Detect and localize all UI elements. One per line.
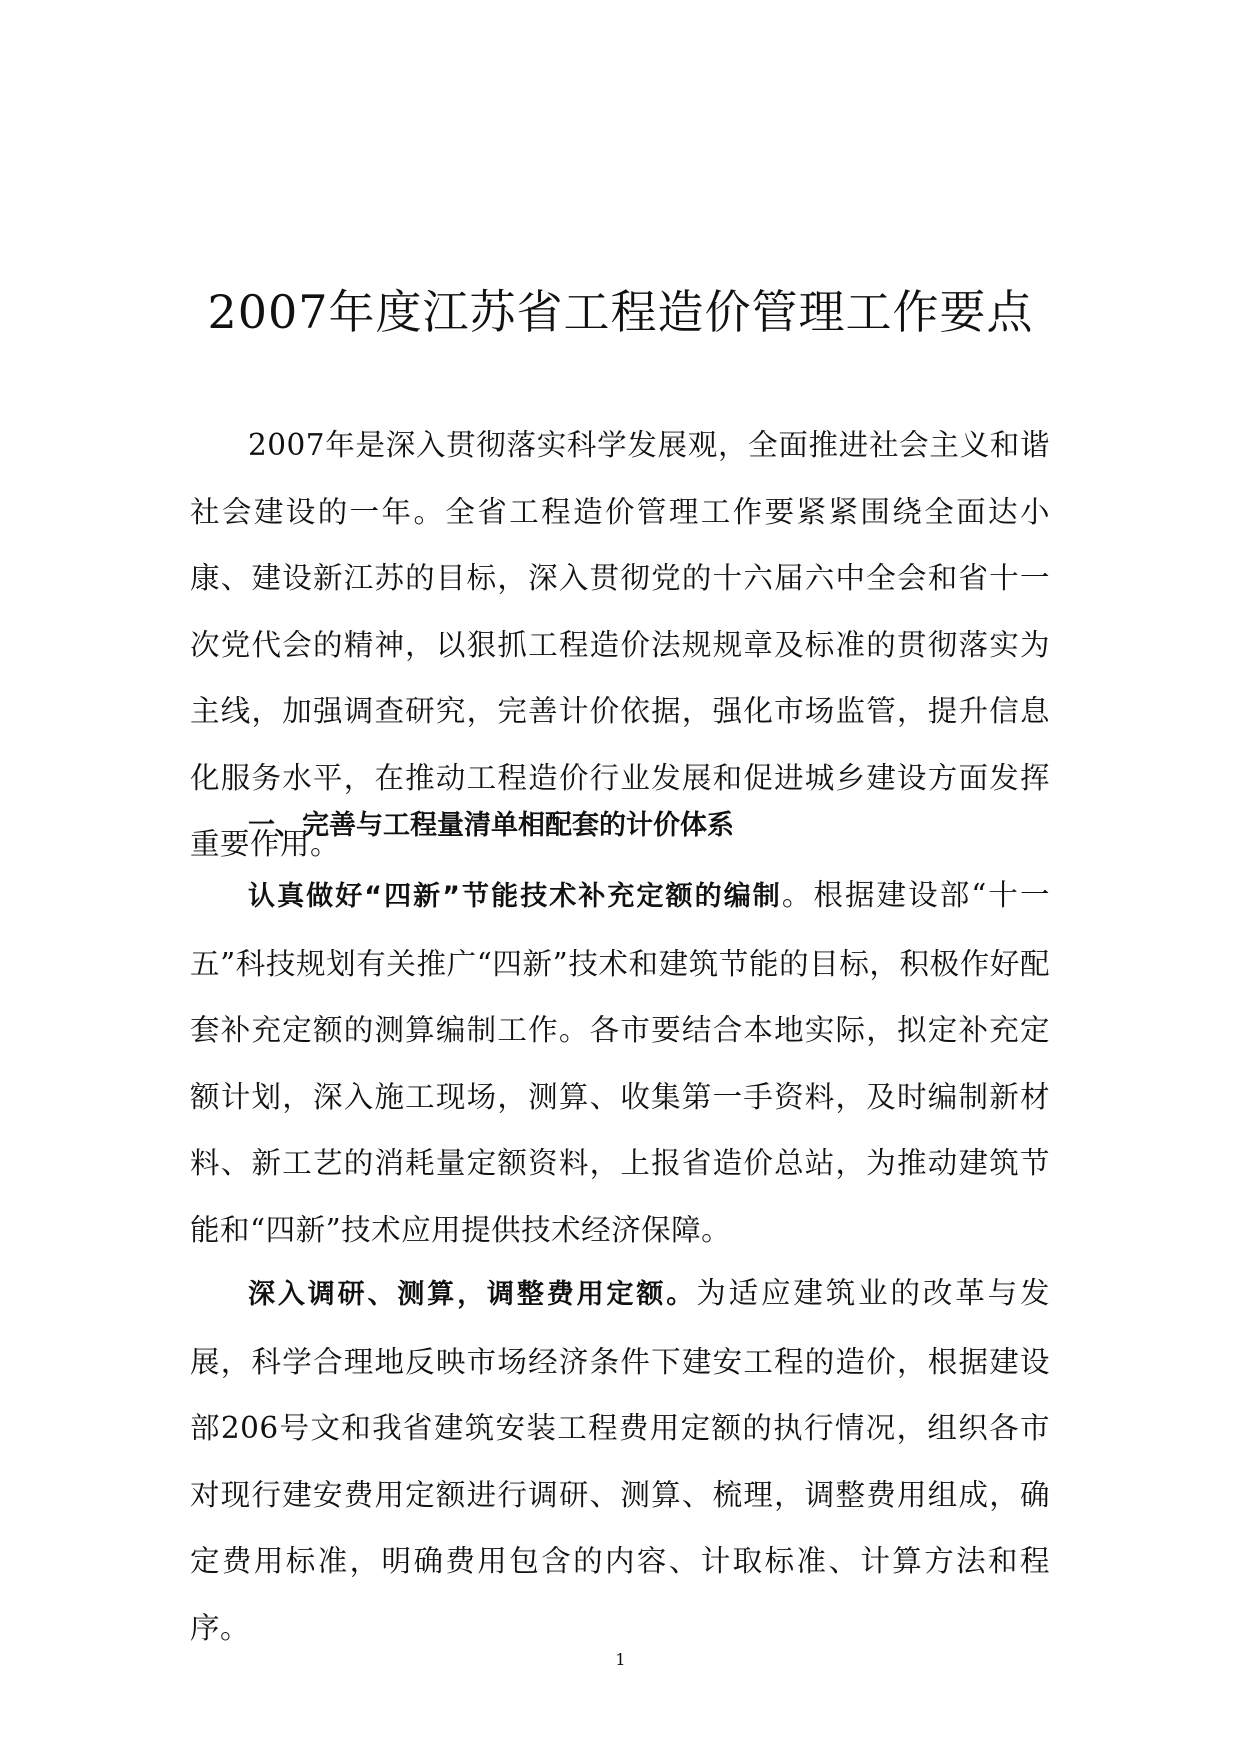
page-number: 1 [615,1650,626,1669]
document-title: 2007年度江苏省工程造价管理工作要点 [207,285,1034,339]
paragraph-body-text: 。根据建设部“十一五”科技规划有关推广“四新”技术和建筑节能的目标，积极作好配套补充定额的测算编制工作。各市要结合本地实际，拟定补充定额计划，深入施工现场，测算、收集第一手资料，及时编制新材料、新工艺的消耗量定额资料，上报省造价总站，为推动建筑节能和“四新”技术应用提供技术经济保障。 [190,878,1050,1247]
section-heading: 一、完善与工程量清单相配套的计价体系 [248,810,734,841]
paragraph-lead-text: 深入调研、测算，调整费用定额。 [248,1279,697,1310]
paragraph-body-text: 为适应建筑业的改革与发展，科学合理地反映市场经济条件下建安工程的造价，根据建设部206号文和我省建筑安装工程费用定额的执行情况，组织各市对现行建安费用定额进行调研、测算、梳理，调整费用组成，确定费用标准，明确费用包含的内容、计取标准、计算方法和程序。 [190,1276,1050,1645]
section-paragraph-energy-quota [190,862,1050,1263]
intro-paragraph: 2007年是深入贯彻落实科学发展观，全面推进社会主义和谐社会建设的一年。全省工程造价管理工作要紧紧围绕全面达小康、建设新江苏的目标，深入贯彻党的十六届六中全会和省十一次党代会的精神，以狠抓工程造价法规规章及标准的贯彻落实为主线，加强调查研究，完善计价依据，强化市场监管，提升信息化服务水平，在推动工程造价行业发展和促进城乡建设方面发挥重要作用。 [190,428,1050,861]
paragraph-lead-text: 认真做好“四新”节能技术补充定额的编制 [248,881,782,912]
section-paragraph-fee-quota [190,1260,1050,1661]
